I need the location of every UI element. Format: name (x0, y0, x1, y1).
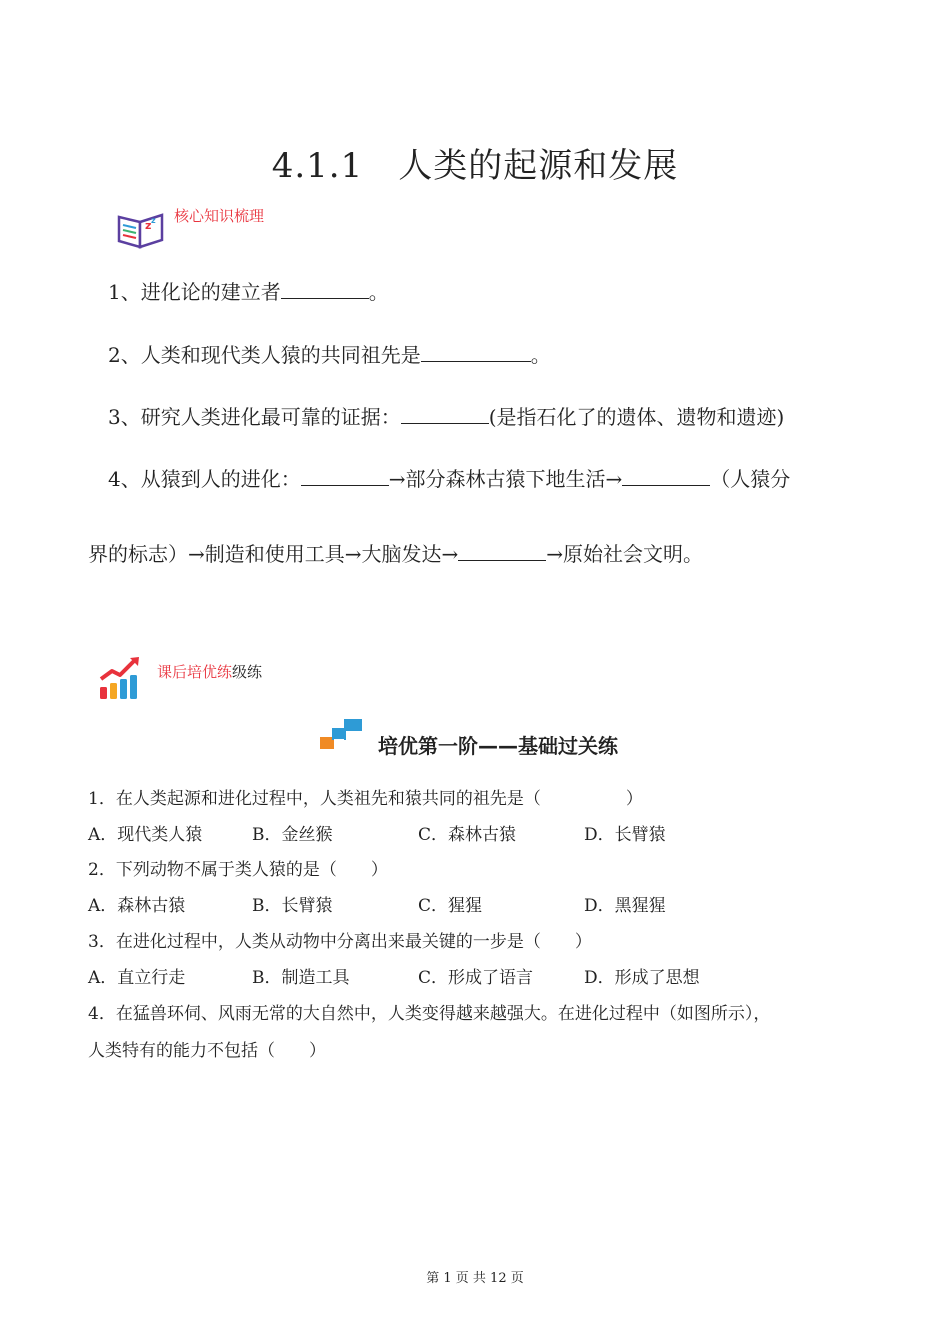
section-label-core-knowledge: 核心知识梳理 (174, 207, 265, 225)
question-2-option-d[interactable]: D．黑猩猩 (584, 896, 666, 916)
question-3-option-c[interactable]: C．形成了语言 (418, 968, 534, 988)
rising-bar-chart-icon (98, 655, 142, 701)
question-3-option-a[interactable]: A．直立行走 (88, 968, 186, 988)
stage-title: 培优第一阶——基础过关练 (378, 734, 618, 758)
question-1-option-a[interactable]: A．现代类人猿 (88, 825, 203, 845)
question-1-option-c[interactable]: C．森林古猿 (418, 825, 517, 845)
knowledge-item-1: 1、进化论的建立者 。 (108, 276, 389, 305)
answer-blank[interactable] (622, 464, 710, 486)
question-3-option-b[interactable]: B．制造工具 (252, 968, 350, 988)
knowledge-item-4-continued: 界的标志）→制造和使用工具→大脑发达→ →原始社会文明。 (88, 538, 703, 567)
question-3-stem: 3．在进化过程中，人类从动物中分离出来最关键的一步是（ ） (88, 932, 592, 952)
question-2-option-a[interactable]: A．森林古猿 (88, 896, 186, 916)
answer-blank[interactable] (301, 464, 389, 486)
question-2-option-c[interactable]: C．猩猩 (418, 896, 483, 916)
question-2-option-b[interactable]: B．长臂猿 (252, 896, 333, 916)
section-label-after-class: 课后培优练级练 (157, 663, 263, 681)
answer-blank[interactable] (421, 340, 531, 362)
open-book-icon (116, 207, 166, 249)
knowledge-item-3: 3、研究人类进化最可靠的证据： (是指石化了的遗体、遗物和遗迹) (108, 401, 784, 430)
question-4-stem-continued: 人类特有的能力不包括（ ） (88, 1041, 326, 1061)
page-title: 4.1.1 人类的起源和发展 (271, 146, 679, 186)
question-3-option-d[interactable]: D．形成了思想 (584, 968, 700, 988)
answer-blank[interactable] (281, 277, 369, 299)
question-2-stem: 2．下列动物不属于类人猿的是（ ） (88, 860, 388, 880)
question-4-stem: 4．在猛兽环伺、风雨无常的大自然中，人类变得越来越强大。在进化过程中（如图所示）， (88, 1004, 771, 1024)
question-1-option-d[interactable]: D．长臂猿 (584, 825, 666, 845)
answer-blank[interactable] (458, 539, 546, 561)
knowledge-item-4: 4、从猿到人的进化： →部分森林古猿下地生活→ （人猿分 (108, 463, 790, 492)
svg-text:z: z (145, 219, 152, 232)
question-1-option-b[interactable]: B．金丝猴 (252, 825, 333, 845)
page-footer: 第 1 页 共 12 页 (426, 1271, 524, 1286)
svg-text:z: z (151, 216, 156, 225)
knowledge-item-2: 2、人类和现代类人猿的共同祖先是 。 (108, 339, 551, 368)
answer-blank[interactable] (401, 402, 489, 424)
question-1-stem: 1．在人类起源和进化过程中，人类祖先和猿共同的祖先是（ ） (88, 789, 643, 809)
